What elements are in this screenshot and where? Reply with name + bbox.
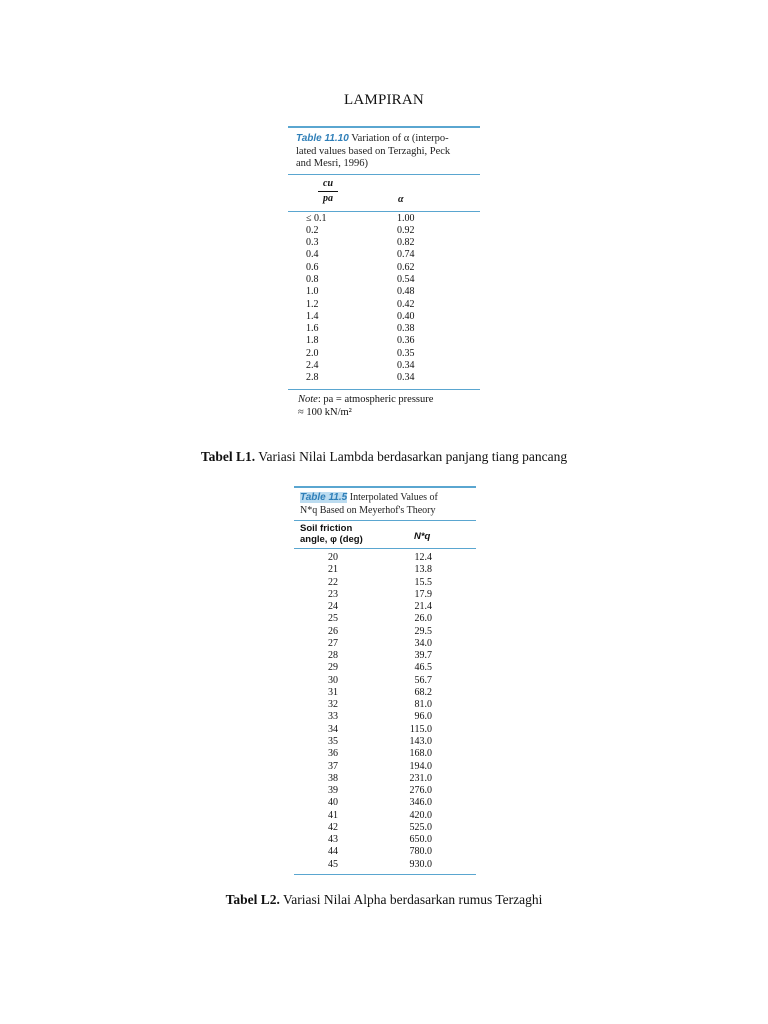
table-cell: 28 <box>328 650 338 662</box>
column-header-nq: N*q <box>414 531 431 542</box>
table-cell: 650.0 <box>409 834 432 846</box>
table-row <box>294 687 476 699</box>
table-cell: 22 <box>328 576 338 588</box>
table-row <box>288 360 480 372</box>
table-row <box>294 846 476 858</box>
table-cell: 45 <box>328 858 338 870</box>
table-row <box>288 237 480 249</box>
table-cell: 2.4 <box>306 360 319 372</box>
table-cell: 43 <box>328 834 338 846</box>
table-header <box>288 175 480 211</box>
table-row <box>294 834 476 846</box>
note-label: Note <box>298 393 318 405</box>
table-cell: 56.7 <box>414 674 432 686</box>
table-cell: 0.8 <box>306 273 319 285</box>
table-header <box>294 521 476 548</box>
header-line2: angle, φ (deg) <box>300 534 363 545</box>
table-cell: 32 <box>328 699 338 711</box>
table-title-line3: and Mesri, 1996) <box>296 158 369 169</box>
table-row <box>294 675 476 687</box>
table-row <box>294 724 476 736</box>
table-row <box>294 662 476 674</box>
table-cell: 930.0 <box>409 858 432 870</box>
table-cell: 13.8 <box>414 564 432 576</box>
table-cell: 780.0 <box>409 846 432 858</box>
table-cell: 46.5 <box>414 662 432 674</box>
table-nq-meyerhof <box>294 486 476 875</box>
table-cell: 15.5 <box>414 576 432 588</box>
table-cell: 21 <box>328 564 338 576</box>
table-cell: 0.3 <box>306 237 319 249</box>
table-row <box>294 797 476 809</box>
note-text: : pa = atmospheric pressure <box>317 393 434 405</box>
table-cell: 31 <box>328 686 338 698</box>
table-cell: 0.6 <box>306 261 319 273</box>
table-body <box>294 549 476 871</box>
table-cell: 0.82 <box>397 237 415 249</box>
table-title-line1: Interpolated Values of <box>349 492 438 503</box>
table-cell: 23 <box>328 588 338 600</box>
table-cell: 143.0 <box>409 735 432 747</box>
table-cell: 420.0 <box>409 809 432 821</box>
table-cell: 115.0 <box>409 723 432 735</box>
table-cell: 33 <box>328 711 338 723</box>
caption-label: Tabel L1. <box>200 449 256 464</box>
table-cell: 25 <box>328 613 338 625</box>
table-cell: 68.2 <box>414 686 432 698</box>
table-note <box>288 390 480 419</box>
table-cell: 29.5 <box>414 625 432 637</box>
table-cell: 0.2 <box>306 224 319 236</box>
table-cell: 96.0 <box>414 711 432 723</box>
table-row <box>288 286 480 298</box>
table-cell: 0.38 <box>397 323 415 335</box>
caption-table-l2 <box>0 892 768 908</box>
fraction-numerator: cu <box>323 177 333 189</box>
table-cell: 1.8 <box>306 335 319 347</box>
table-caption <box>288 128 480 174</box>
table-row <box>288 274 480 286</box>
caption-text: Variasi Nilai Lambda berdasarkan panjang tiang pancang <box>255 449 568 464</box>
table-cell: 81.0 <box>414 699 432 711</box>
table-row <box>294 711 476 723</box>
table-row <box>294 626 476 638</box>
table-cell: 0.42 <box>397 298 415 310</box>
table-row <box>294 761 476 773</box>
table-cell: 41 <box>328 809 338 821</box>
table-cell: 12.4 <box>414 552 432 563</box>
table-cell: 26.0 <box>414 613 432 625</box>
table-row <box>294 589 476 601</box>
table-row <box>294 638 476 650</box>
table-row <box>294 699 476 711</box>
fraction-denominator: pa <box>323 192 333 204</box>
table-cell: 20 <box>328 552 338 563</box>
table-label: Table 11.10 <box>296 133 349 144</box>
table-row <box>288 213 480 225</box>
table-row <box>294 822 476 834</box>
table-cell: 0.34 <box>397 372 415 384</box>
table-cell: ≤ 0.1 <box>306 212 327 224</box>
caption-text: Variasi Nilai Alpha berdasarkan rumus Terzaghi <box>279 892 543 907</box>
table-cell: 0.34 <box>397 360 415 372</box>
table-cell: 0.40 <box>397 310 415 322</box>
table-row <box>288 299 480 311</box>
table-cell: 168.0 <box>409 748 432 760</box>
table-row <box>294 552 476 564</box>
table-cell: 276.0 <box>409 785 432 797</box>
table-cell: 1.2 <box>306 298 319 310</box>
table-row <box>294 736 476 748</box>
table-row <box>294 650 476 662</box>
table-label: Table 11.5 <box>300 492 348 503</box>
table-cell: 1.0 <box>306 286 319 298</box>
table-cell: 17.9 <box>414 588 432 600</box>
table-cell: 1.00 <box>397 212 415 224</box>
table-row <box>288 225 480 237</box>
table-cell: 0.74 <box>397 249 415 261</box>
table-bottom-rule <box>294 874 476 875</box>
table-cell: 38 <box>328 772 338 784</box>
table-cell: 39 <box>328 785 338 797</box>
table-cell: 0.62 <box>397 261 415 273</box>
table-cell: 0.48 <box>397 286 415 298</box>
table-cell: 29 <box>328 662 338 674</box>
table-row <box>288 348 480 360</box>
table-cell: 26 <box>328 625 338 637</box>
note-value: ≈ 100 kN/m² <box>298 406 352 418</box>
column-header-alpha: α <box>398 193 404 205</box>
table-row <box>288 311 480 323</box>
table-row <box>294 564 476 576</box>
table-row <box>288 249 480 261</box>
caption-table-l1 <box>0 449 768 465</box>
header-line1: Soil friction <box>300 523 353 534</box>
table-row <box>288 372 480 384</box>
caption-label: Tabel L2. <box>225 892 280 907</box>
table-cell: 44 <box>328 846 338 858</box>
table-cell: 42 <box>328 821 338 833</box>
table-cell: 36 <box>328 748 338 760</box>
page-heading: LAMPIRAN <box>344 92 424 108</box>
table-row <box>294 785 476 797</box>
table-row <box>294 577 476 589</box>
table-cell: 27 <box>328 637 338 649</box>
table-cell: 231.0 <box>409 772 432 784</box>
table-row <box>288 323 480 335</box>
table-cell: 24 <box>328 601 338 613</box>
table-cell: 0.54 <box>397 273 415 285</box>
table-cell: 1.4 <box>306 310 319 322</box>
table-cell: 37 <box>328 760 338 772</box>
table-row <box>288 262 480 274</box>
table-body <box>288 212 480 385</box>
table-cell: 39.7 <box>414 650 432 662</box>
table-row <box>294 810 476 822</box>
table-cell: 0.92 <box>397 224 415 236</box>
table-cell: 0.4 <box>306 249 319 261</box>
table-row <box>294 859 476 871</box>
table-title-line2: lated values based on Terzaghi, Peck <box>296 145 451 157</box>
table-caption <box>294 488 476 520</box>
fraction-bar <box>318 191 338 192</box>
table-cell: 346.0 <box>409 797 432 809</box>
table-cell: 0.36 <box>397 335 415 347</box>
table-cell: 2.8 <box>306 372 319 384</box>
column-header-cu-pa <box>313 178 343 205</box>
table-cell: 21.4 <box>414 601 432 613</box>
table-alpha-variation <box>288 126 480 419</box>
table-title-line1: Variation of α (interpo- <box>351 133 449 144</box>
table-cell: 194.0 <box>409 760 432 772</box>
table-row <box>294 748 476 760</box>
table-row <box>294 613 476 625</box>
table-cell: 2.0 <box>306 347 319 359</box>
table-cell: 30 <box>328 674 338 686</box>
column-header-friction-angle <box>300 523 363 545</box>
table-cell: 0.35 <box>397 347 415 359</box>
table-cell: 34.0 <box>414 637 432 649</box>
table-title-line2: N*q Based on Meyerhof's Theory <box>300 504 436 516</box>
table-cell: 525.0 <box>409 821 432 833</box>
table-row <box>288 335 480 347</box>
table-cell: 35 <box>328 735 338 747</box>
table-row <box>294 601 476 613</box>
table-row <box>294 773 476 785</box>
table-cell: 1.6 <box>306 323 319 335</box>
table-cell: 40 <box>328 797 338 809</box>
table-cell: 34 <box>328 723 338 735</box>
